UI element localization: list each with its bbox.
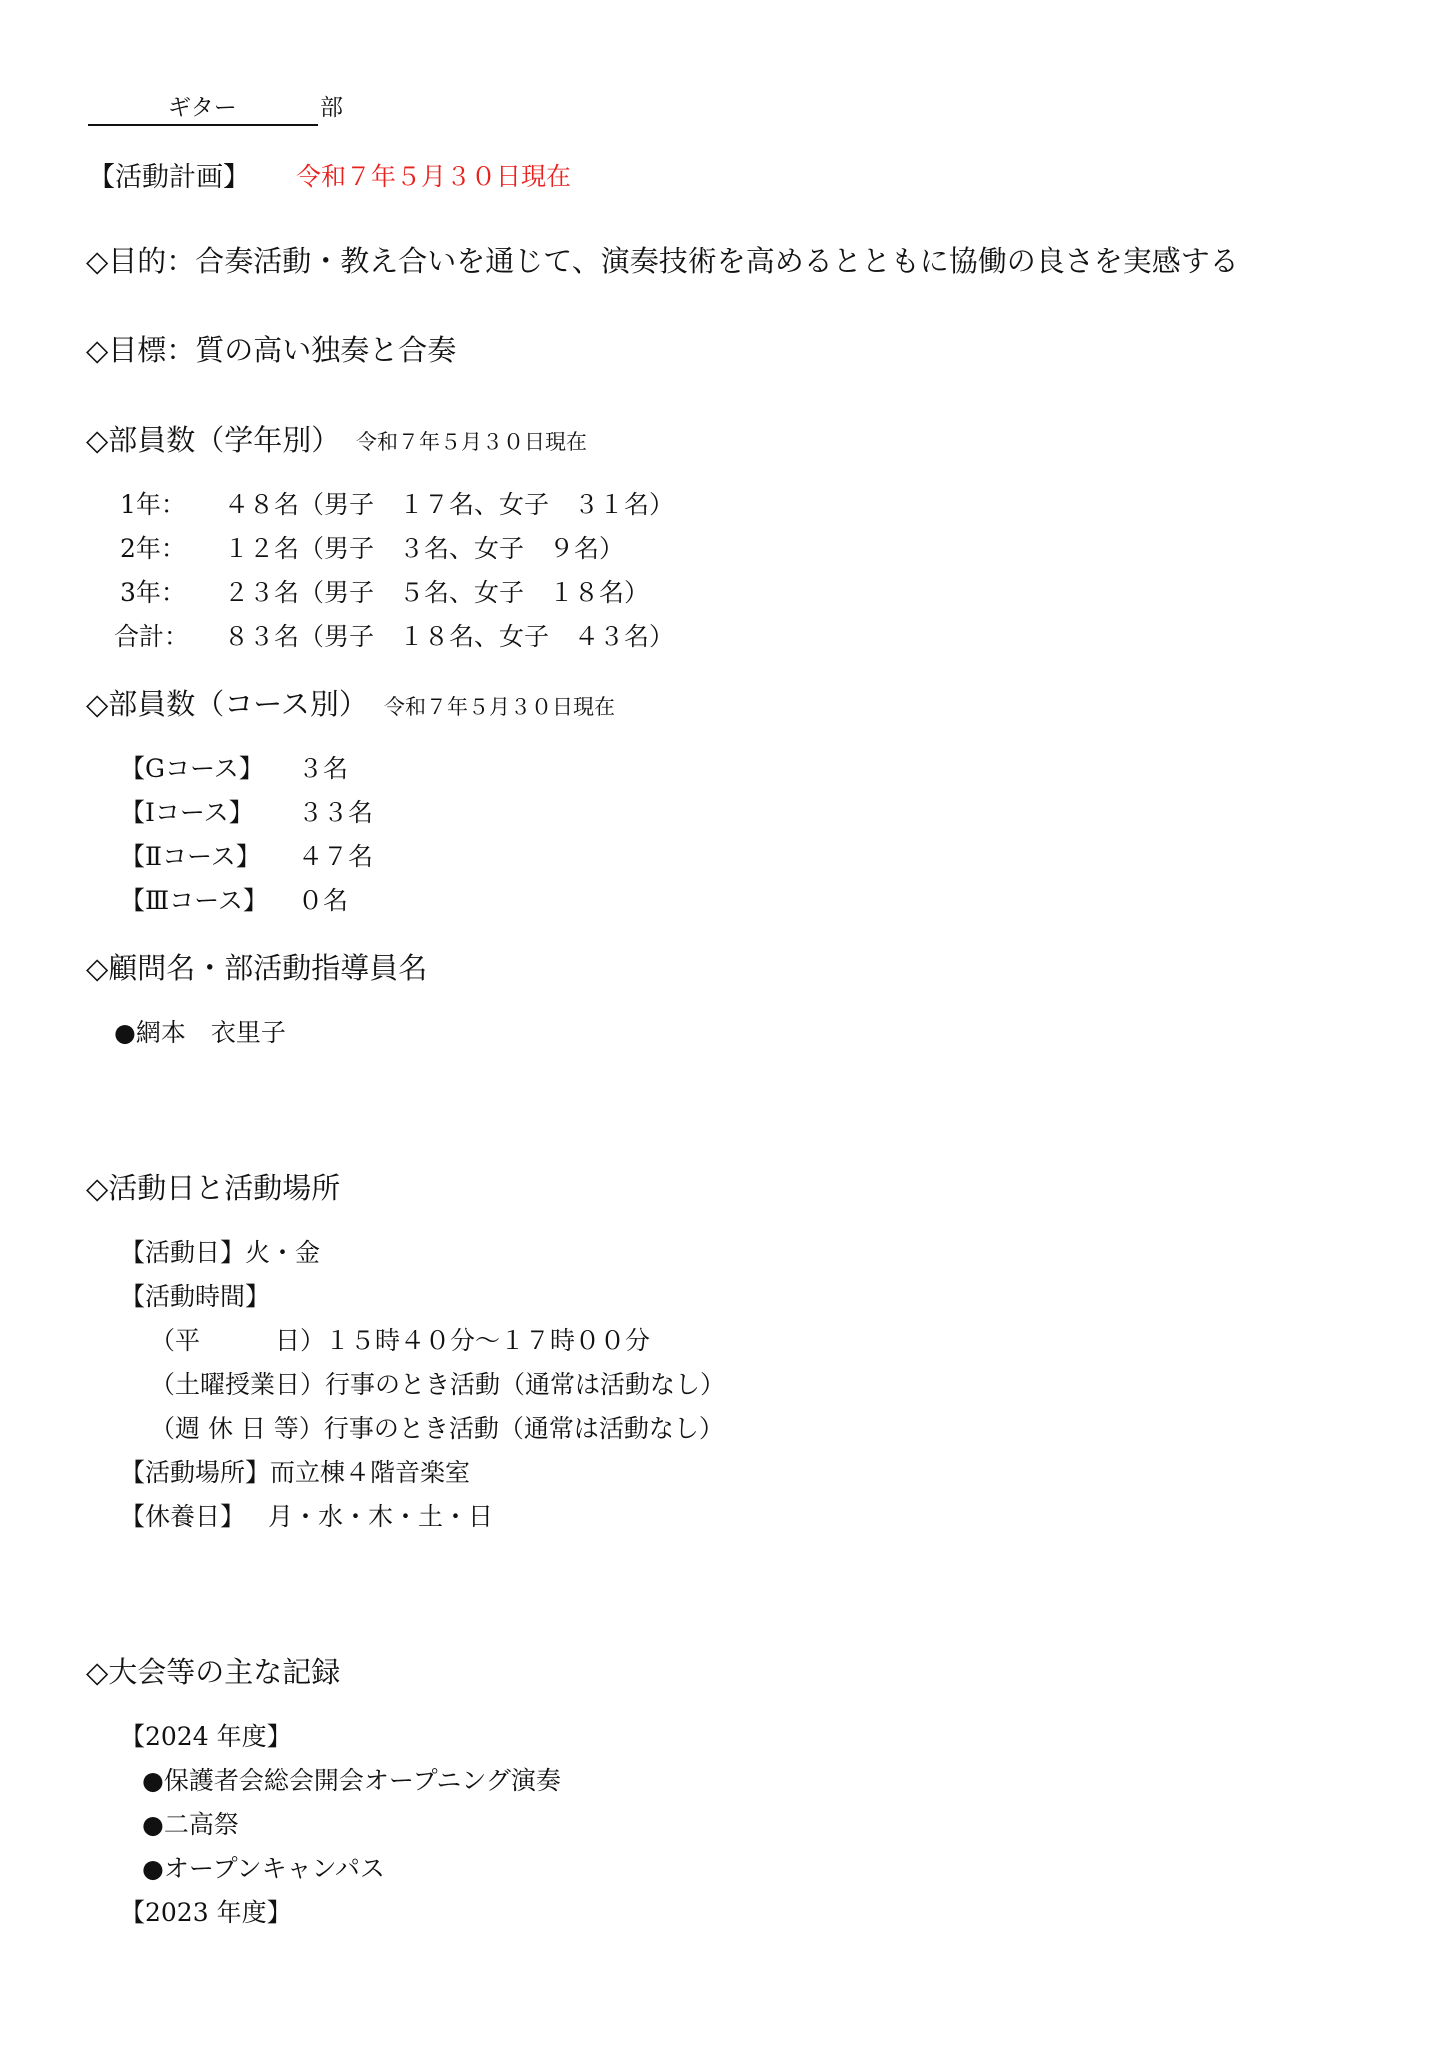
- grade-row-value: ２３名（男子 ５名、女子 １８名）: [224, 578, 650, 607]
- course-row-label: 【Ⅱコース】: [120, 842, 261, 871]
- records-year-2023: 【2023 年度】: [120, 1898, 292, 1927]
- activity-time-label: 【活動時間】: [120, 1282, 271, 1311]
- course-row-value: ３名: [298, 754, 349, 783]
- course-row-value: ４７名: [298, 842, 374, 871]
- members-grade-heading: ◇部員数（学年別）: [86, 423, 341, 457]
- club-suffix: 部: [320, 95, 343, 121]
- grade-row-value: ４８名（男子 １７名、女子 ３１名）: [224, 490, 675, 519]
- records-heading: ◇大会等の主な記録: [86, 1655, 341, 1689]
- activity-heading: ◇活動日と活動場所: [86, 1171, 341, 1205]
- activity-time-weekday: （平 日）１５時４０分～１７時００分: [150, 1326, 651, 1355]
- members-course-heading: ◇部員数（コース別）: [86, 687, 368, 721]
- grade-row-value: ８３名（男子 １８名、女子 ４３名）: [224, 622, 675, 651]
- activity-time-holiday: （週 休 日 等）行事のとき活動（通常は活動なし）: [150, 1414, 724, 1443]
- club-name-underline: [88, 124, 318, 126]
- activity-days: 【活動日】火・金: [120, 1238, 321, 1267]
- rest-label: 【休養日】: [120, 1502, 246, 1531]
- grade-row-label: 2年：: [120, 534, 186, 563]
- goal-text: ◇目標：質の高い独奏と合奏: [86, 333, 457, 367]
- record-item: ●二高祭: [142, 1810, 239, 1839]
- course-row-value: ０名: [298, 886, 349, 915]
- as-of-date: 令和７年５月３０日現在: [296, 162, 572, 191]
- members-grade-as-of: 令和７年５月３０日現在: [356, 430, 587, 454]
- rest-days: 月・水・木・土・日: [268, 1502, 494, 1531]
- grade-row-value: １２名（男子 ３名、女子 ９名）: [224, 534, 625, 563]
- activity-place: 【活動場所】而立棟４階音楽室: [120, 1458, 471, 1487]
- course-row-label: 【Ⅲコース】: [120, 886, 268, 915]
- record-item: ●保護者会総会開会オープニング演奏: [142, 1766, 561, 1795]
- grade-row-label: 合計：: [114, 622, 190, 651]
- grade-row-label: 3年：: [120, 578, 186, 607]
- members-course-as-of: 令和７年５月３０日現在: [384, 695, 615, 719]
- purpose-text: ◇目的：合奏活動・教え合いを通じて、演奏技術を高めるとともに協働の良さを実感する: [86, 244, 1239, 278]
- course-row-label: 【Ⅰコース】: [120, 798, 254, 827]
- course-row-value: ３３名: [298, 798, 374, 827]
- course-row-label: 【Gコース】: [120, 754, 264, 783]
- advisor-name: ●網本 衣里子: [114, 1018, 286, 1047]
- club-name: ギター: [168, 95, 237, 121]
- activity-time-saturday: （土曜授業日）行事のとき活動（通常は活動なし）: [150, 1370, 726, 1399]
- advisors-heading: ◇顧問名・部活動指導員名: [86, 951, 428, 985]
- record-item: ●オープンキャンパス: [142, 1854, 385, 1883]
- records-year-2024: 【2024 年度】: [120, 1722, 292, 1751]
- plan-label: 【活動計画】: [88, 162, 250, 193]
- grade-row-label: 1年：: [120, 490, 186, 519]
